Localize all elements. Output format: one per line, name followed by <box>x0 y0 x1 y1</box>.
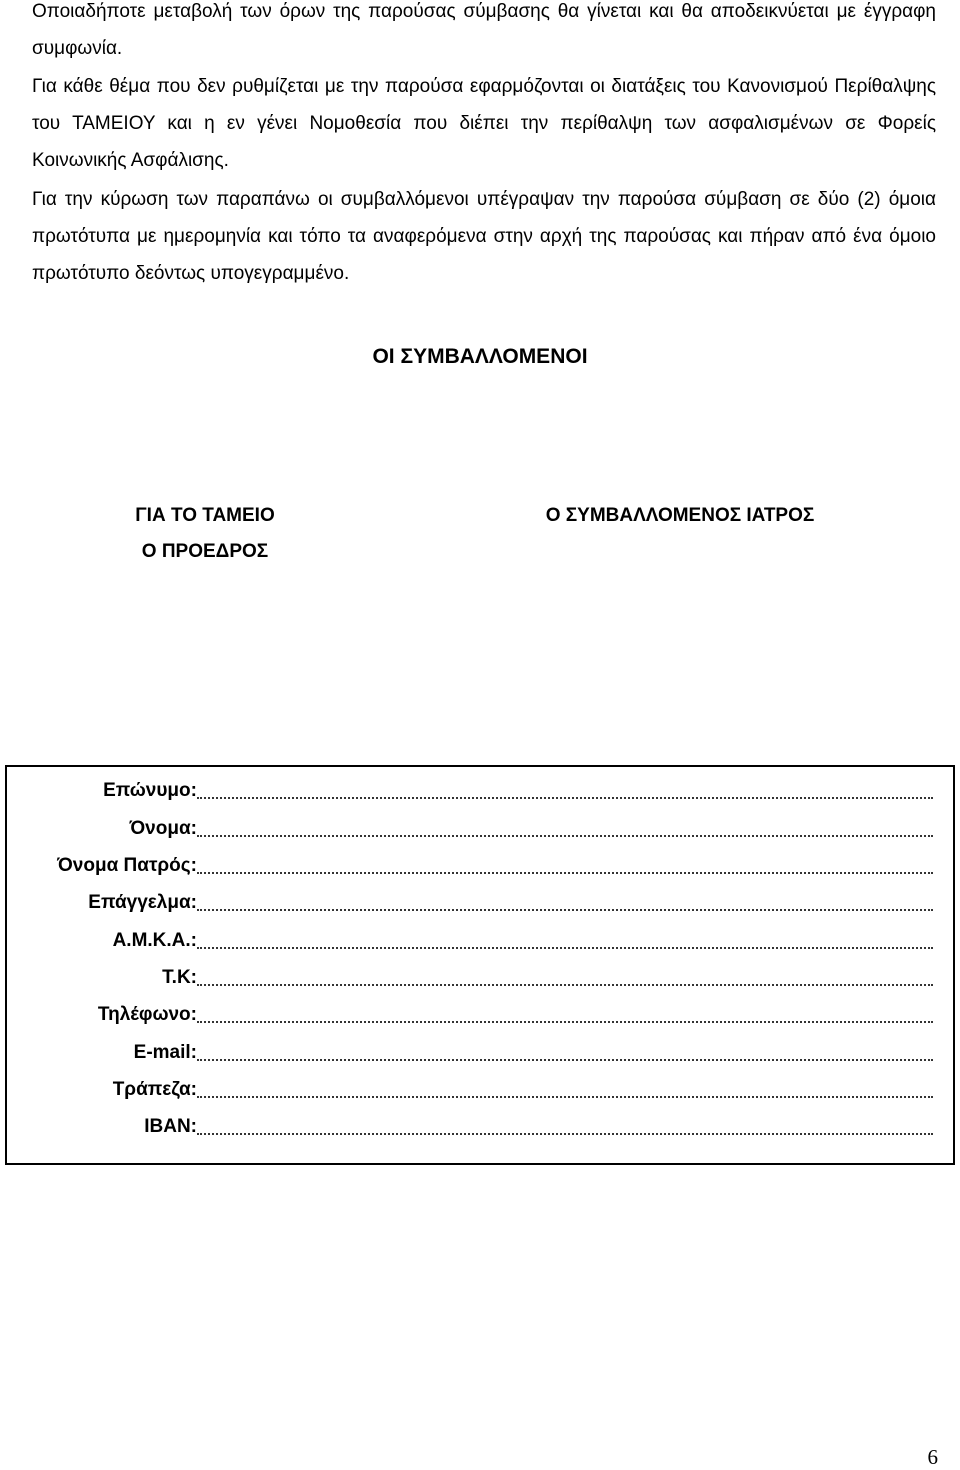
fill-in-line[interactable] <box>197 909 933 911</box>
field-label: Τράπεζα: <box>112 1079 197 1100</box>
field-label: Επώνυμο: <box>103 780 197 801</box>
doctor-signatory-title: Ο ΣΥΜΒΑΛΛΟΜΕΝΟΣ ΙΑΤΡΟΣ <box>545 505 815 526</box>
fill-in-line[interactable] <box>197 797 933 799</box>
form-row-profession <box>7 887 953 917</box>
fill-in-line[interactable] <box>197 872 933 874</box>
parties-heading: ΟΙ ΣΥΜΒΑΛΛΟΜΕΝΟΙ <box>372 345 588 368</box>
field-label: Όνομα Πατρός: <box>57 855 197 876</box>
fill-in-line[interactable] <box>197 1096 933 1098</box>
form-row-iban <box>7 1111 953 1141</box>
fill-in-line[interactable] <box>197 984 933 986</box>
field-label: Όνομα: <box>129 818 197 839</box>
page-number: 6 <box>927 1445 938 1469</box>
field-label: Τ.Κ: <box>162 967 197 988</box>
form-row-bank <box>7 1074 953 1104</box>
form-row-phone <box>7 999 953 1029</box>
field-label: Α.Μ.Κ.Α.: <box>112 930 197 951</box>
field-label: IBAN: <box>144 1116 197 1137</box>
form-row-surname <box>7 775 953 805</box>
form-row-father-name <box>7 850 953 880</box>
fund-signatory-role: Ο ΠΡΟΕΔΡΟΣ <box>141 541 269 562</box>
field-label: E-mail: <box>133 1042 197 1063</box>
form-row-amka <box>7 925 953 955</box>
paragraph-amendments: Οποιαδήποτε μεταβολή των όρων της παρούσας σύμβασης θα γίνεται και θα αποδεικνύεται με έγγραφη συμφωνία. <box>32 1 936 59</box>
form-row-postal-code <box>7 962 953 992</box>
fund-signatory-title: ΓΙΑ ΤΟ ΤΑΜΕΙΟ <box>135 505 275 526</box>
form-row-first-name <box>7 813 953 843</box>
fill-in-line[interactable] <box>197 1133 933 1135</box>
fill-in-line[interactable] <box>197 835 933 837</box>
fill-in-line[interactable] <box>197 1021 933 1023</box>
paragraph-ratification: Για την κύρωση των παραπάνω οι συμβαλλόμενοι υπέγραψαν την παρούσα σύμβαση σε δύο (2) όμοια πρωτότυπα με ημερομηνία και τόπο τα αναφερόμενα στην αρχή της παρούσας και πήραν από ένα όμοιο πρωτότυπο δεόντως υπογεγραμμένο. <box>32 189 936 284</box>
fill-in-line[interactable] <box>197 947 933 949</box>
fill-in-line[interactable] <box>197 1059 933 1061</box>
doctor-details-form <box>5 765 955 1165</box>
field-label: Επάγγελμα: <box>88 892 197 913</box>
form-row-email <box>7 1037 953 1067</box>
paragraph-applicable-law: Για κάθε θέμα που δεν ρυθμίζεται με την παρούσα εφαρμόζονται οι διατάξεις του Κανονισμού Περίθαλψης του ΤΑΜΕΙΟΥ και η εν γένει Νομοθεσία που διέπει την περίθαλψη των ασφαλισμένων σε Φορείς Κοινωνικής Ασφάλισης. <box>32 76 936 171</box>
field-label: Τηλέφωνο: <box>97 1004 197 1025</box>
